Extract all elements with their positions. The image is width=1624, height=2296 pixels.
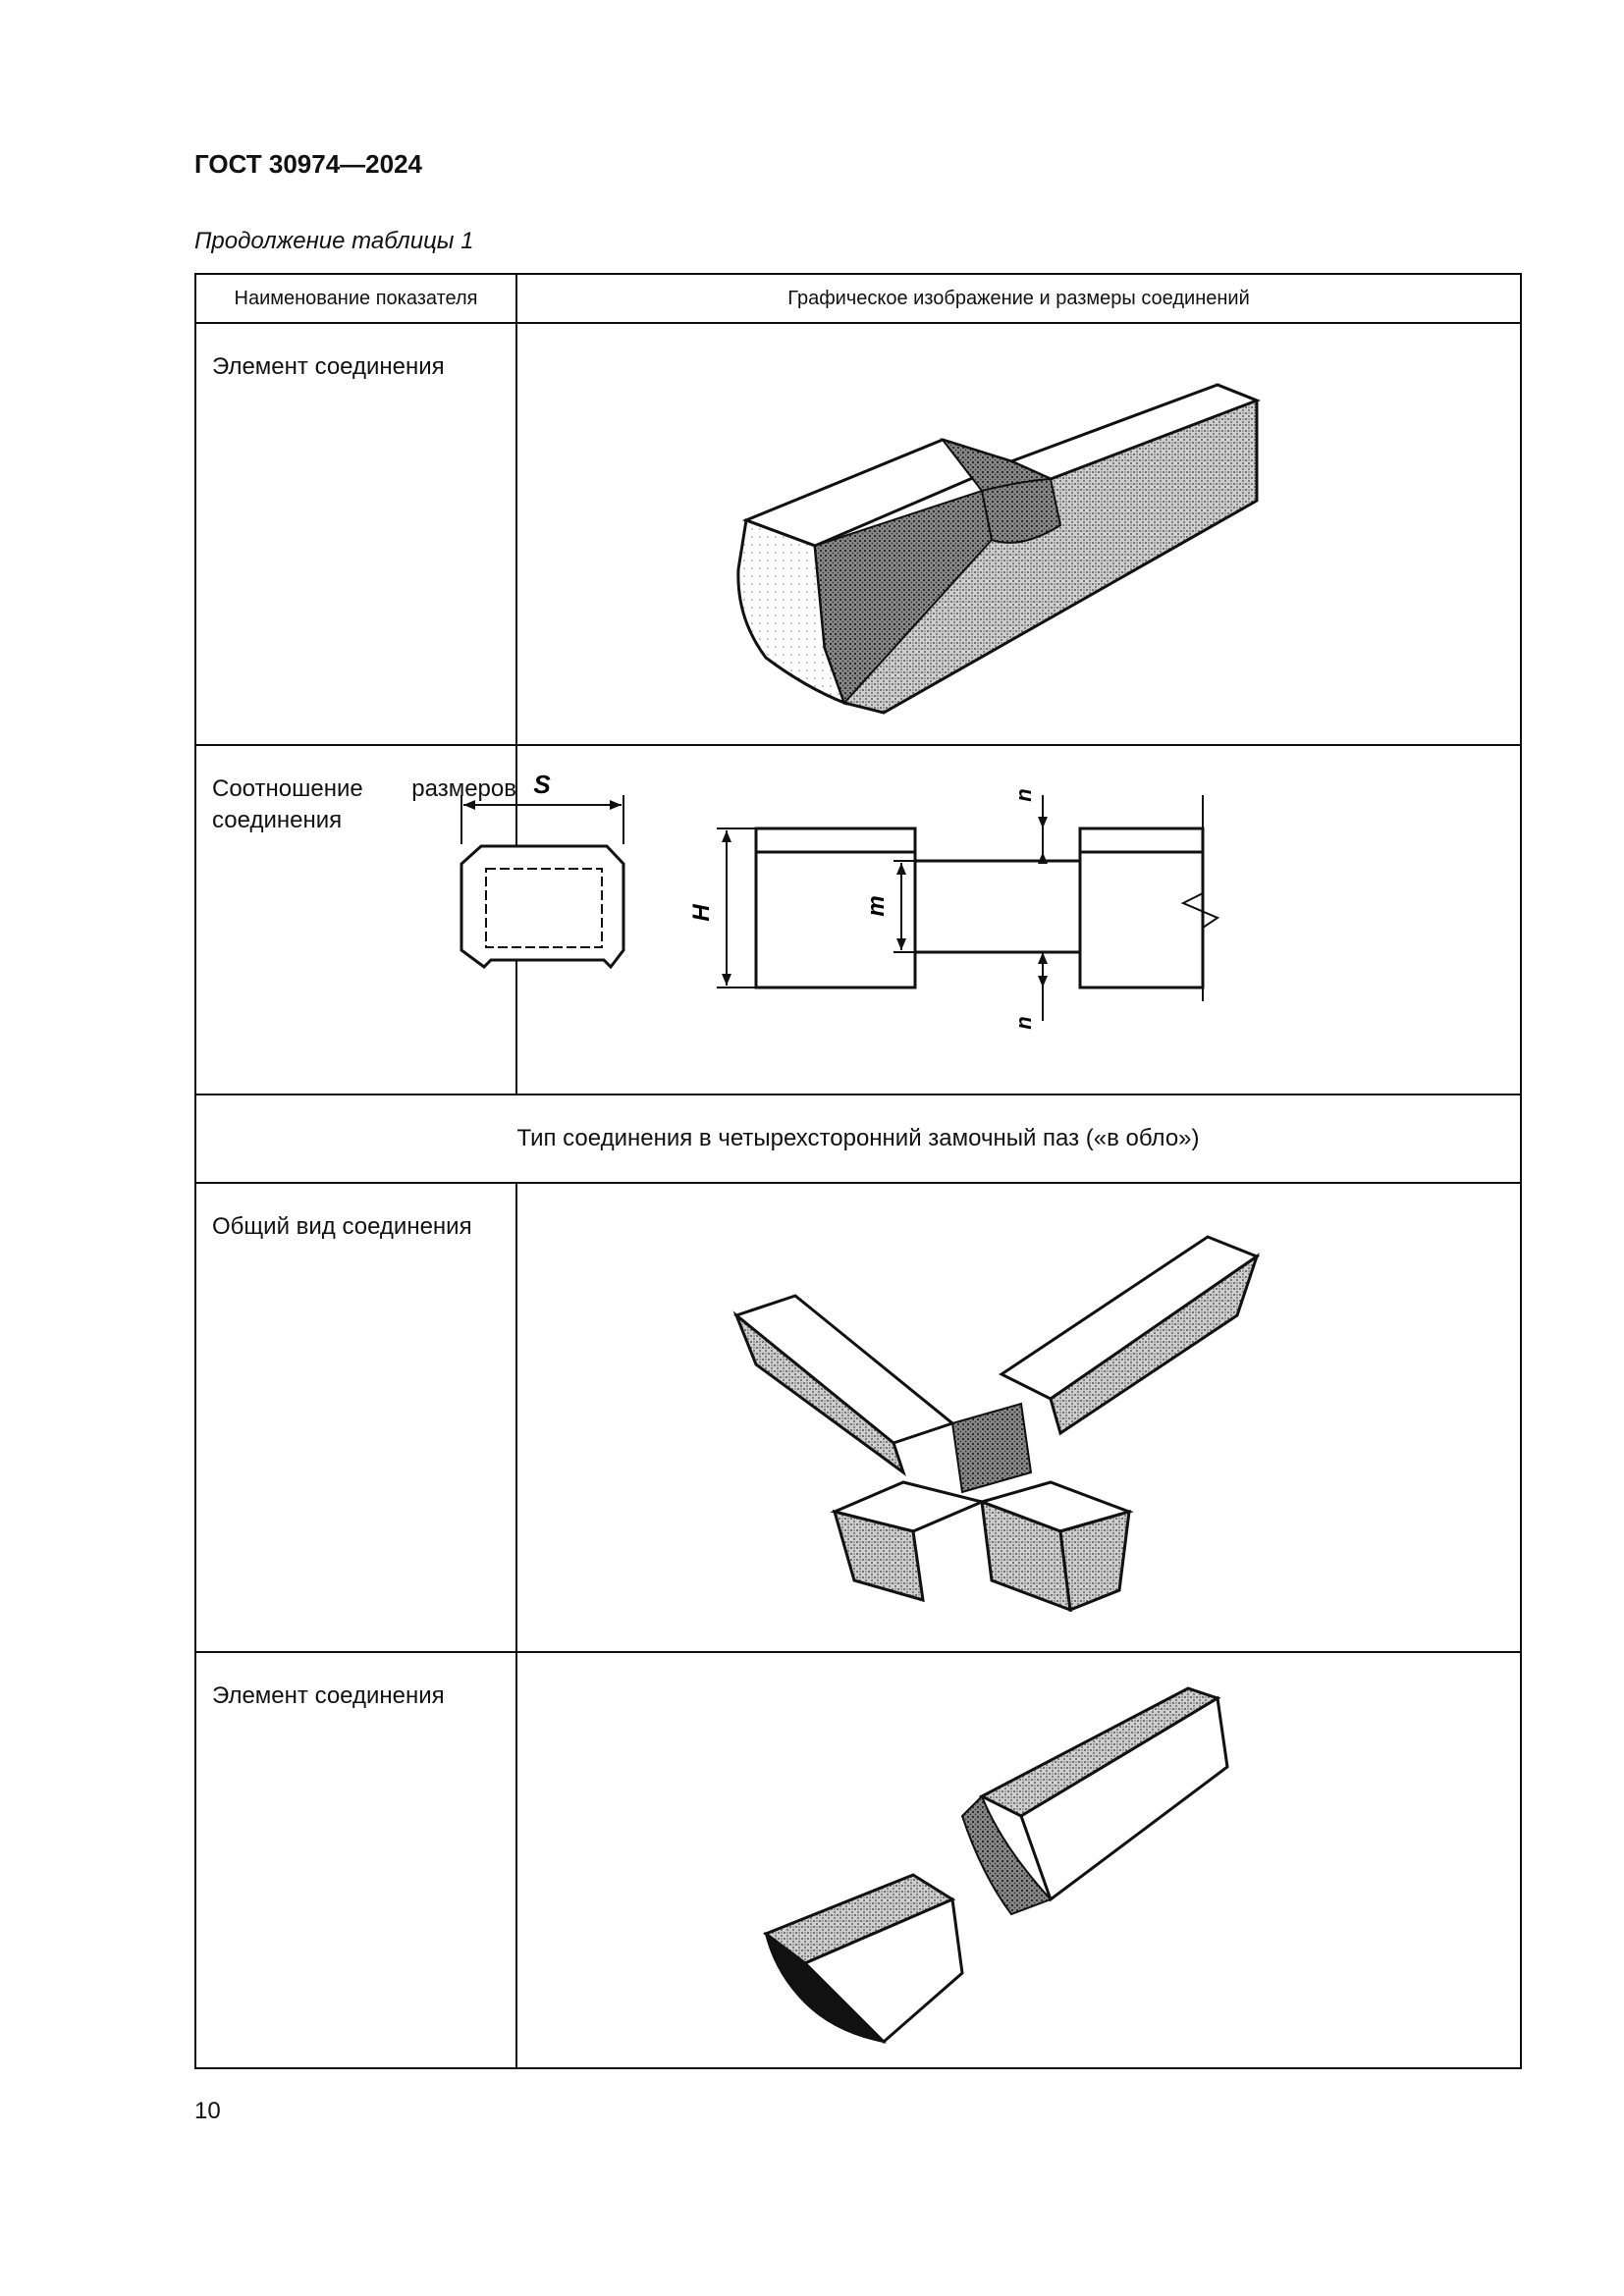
dimension-label-n: n (1011, 1016, 1036, 1030)
dimension-label-h: H (688, 904, 715, 922)
dimension-label-n: n (1011, 788, 1036, 802)
row-label: Соотношение размеров соединения (212, 775, 516, 833)
joint-element-figure (766, 1679, 1316, 2061)
connection-type-heading: Тип соединения в четырехсторонний замочный паз («в обло») (516, 1125, 1200, 1151)
table-continuation-caption: Продолжение таблицы 1 (194, 228, 474, 254)
column-divider (515, 275, 517, 1094)
joint-general-view-figure (727, 1217, 1335, 1639)
column-divider (515, 1182, 517, 2069)
parameters-table (194, 273, 1522, 2069)
dimension-label-s: S (533, 770, 551, 799)
page-number: 10 (194, 2098, 221, 2124)
table-divider (196, 1182, 1520, 1184)
row-label: Элемент соединения (212, 353, 445, 380)
column-header-graphic: Графическое изображение и размеры соединений (787, 287, 1250, 309)
joint-element-figure (727, 353, 1335, 746)
document-code: ГОСТ 30974—2024 (194, 149, 422, 179)
joint-dimension-diagram (533, 766, 1473, 1090)
row-label: Элемент соединения (212, 1682, 445, 1709)
table-divider (196, 1651, 1520, 1653)
dimension-label-m: m (863, 895, 890, 917)
column-header-parameter: Наименование показателя (234, 287, 478, 309)
table-divider (196, 322, 1520, 324)
row-label: Общий вид соединения (212, 1213, 472, 1240)
